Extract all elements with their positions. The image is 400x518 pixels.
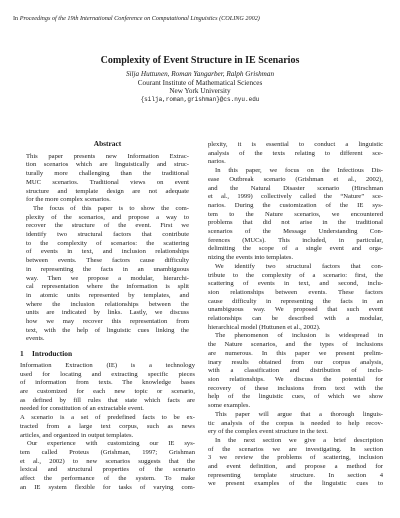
text-line: for the more complex scenarios. xyxy=(26,196,111,204)
text-line: are numerous. In this paper we present prelim- xyxy=(208,349,383,357)
text-line: relationships can be described with a modular, xyxy=(208,315,383,323)
text-line: This paper presents new Information Extrac- xyxy=(26,152,189,160)
right-column xyxy=(208,141,383,489)
text-line: of information from texts. The knowledge bases xyxy=(20,379,195,387)
section-heading xyxy=(20,350,195,359)
introduction-body xyxy=(20,362,195,493)
text-line: structure and template design are not adequate xyxy=(26,187,189,195)
text-line: between events. These factors cause difficulty xyxy=(26,257,189,265)
text-line: Our experience with customizing our IE sys- xyxy=(27,440,195,448)
text-line: nizing the events into templates. xyxy=(208,254,294,262)
text-line: A scenario is a set of predefined facts to be ex- xyxy=(20,414,195,422)
text-line: used for locating and extracting specific pieces xyxy=(20,370,195,378)
text-line: of the scenarios we are investigating. In section xyxy=(208,445,383,453)
text-line: scattering of events in text, and second, inclu- xyxy=(208,280,383,288)
text-line: where the inclusion relationships between the xyxy=(26,300,189,308)
text-line: unambiguous way. We proposed that such event xyxy=(208,306,383,314)
text-line: articles, and organized in output templates. xyxy=(20,431,134,439)
text-line: In this paper, we focus on the Infectious Dis- xyxy=(215,167,383,175)
text-line: ease Outbreak scenario (Grishman et al., 2002), xyxy=(208,175,383,183)
text-line: to the complexity of scenarios: the scattering xyxy=(26,239,189,247)
text-line: help of the linguistic cues, of which we show xyxy=(208,393,383,401)
text-line: et al., 2002) to new scenarios suggests that the xyxy=(20,457,195,465)
text-line: tracted from a large text corpus, such as news xyxy=(20,422,195,430)
text-line: tem called Proteus (Grishman, 1997; Grishman xyxy=(20,448,195,456)
text-line: units are indicated by links. Lastly, we discuss xyxy=(26,309,189,317)
text-line: narios. During the customization of the IE sys- xyxy=(208,201,383,209)
text-line: tion scenarios which are linguistically and struc- xyxy=(26,161,189,169)
text-line: some examples. xyxy=(208,402,251,410)
section-title: Introduction xyxy=(32,349,73,359)
text-line: problems that did not arise in the traditional xyxy=(208,219,383,227)
text-line: 3 we review the problems of scattering, inclusion xyxy=(208,454,383,462)
text-line: turally more challenging than the traditional xyxy=(26,170,189,178)
text-line: affect the performance of the system. To make xyxy=(20,475,195,483)
author-institute: Courant Institute of Mathematical Sciences xyxy=(137,78,263,87)
text-line: way. Then we propose a modular, hierarchi- xyxy=(26,274,189,282)
proceedings-prefix: In xyxy=(13,15,20,22)
text-line: identify two structural factors that contribute xyxy=(26,231,189,239)
text-line: In the next section we give a brief description xyxy=(215,436,383,444)
text-line: narios. xyxy=(208,158,226,166)
text-line: et al., 1999) collectively called the “Nature” sce- xyxy=(208,193,383,201)
text-line: an IE system flexible for tasks of varying com- xyxy=(20,483,195,491)
text-line: with a classification and distribution of inclu- xyxy=(208,367,383,375)
proceedings-title: Proceedings of the 19th International Conference on Computational Linguistics (COLING 2002) xyxy=(19,15,260,22)
text-line: ery of the complex event structure in the text. xyxy=(208,428,328,436)
text-line: scenarios of the Message Understanding Con- xyxy=(208,228,383,236)
text-line: Information Extraction (IE) is a technology xyxy=(20,361,195,369)
text-line: lexical and structural properties of the scenario xyxy=(20,466,195,474)
text-line: we present examples of the linguistic cues to xyxy=(208,480,383,488)
text-line: recover the structure of the event. First we xyxy=(26,222,189,230)
text-line: analysis of the texts relating to different sce- xyxy=(208,149,383,157)
left-column xyxy=(20,140,195,492)
text-line: how we may recover this representation from xyxy=(26,318,189,326)
text-line: of events in text, and inclusion relationships xyxy=(26,248,189,256)
text-line: and event definition, and propose a method for xyxy=(208,463,383,471)
proceedings-header xyxy=(13,15,260,22)
text-line: the Nature scenarios, and the types of inclusions xyxy=(208,341,383,349)
text-line: in atomic units represented by templates, and xyxy=(26,291,189,299)
text-line: sion relationships between events. These factors xyxy=(208,288,383,296)
text-line: as defined by fill rules that state which facts are xyxy=(20,396,195,404)
text-line: The focus of this paper is to show the com- xyxy=(33,204,189,212)
text-line: hierarchical model (Huttunen et al., 2002). xyxy=(208,323,321,331)
text-line: are customized for each new topic or scenario, xyxy=(20,387,195,395)
text-line: We identify two structural factors that con- xyxy=(215,262,383,270)
author-block xyxy=(0,70,400,104)
text-line: tem to the Nature scenarios, we encountered xyxy=(208,210,383,218)
text-line: delimiting the scope of a single event and orga- xyxy=(208,245,383,253)
text-line: in representing the facts in an unambiguous xyxy=(26,265,189,273)
text-line: tribute to the complexity of a scenario: first, the xyxy=(208,271,383,279)
text-line: plexity of the scenarios, and propose a way to xyxy=(26,213,189,221)
text-line: cause difficulty in representing the facts in an xyxy=(208,297,383,305)
section-number: 1 xyxy=(20,349,24,359)
text-line: inary results obtained from our corpus analysis, xyxy=(208,358,383,366)
paper-title: Complexity of Event Structure in IE Scenarios xyxy=(100,55,300,66)
abstract-body xyxy=(20,153,195,344)
text-line: needed for constitution of an extractable event. xyxy=(20,405,144,413)
text-line: and the Natural Disaster scenario (Hirschman xyxy=(208,184,383,192)
author-names: Silja Huttunen, Roman Yangarber, Ralph Grishman xyxy=(125,70,275,78)
abstract-heading: Abstract xyxy=(93,139,122,148)
text-line: ferences (MUCs). This included, in particular, xyxy=(208,236,383,244)
author-email: {silja,roman,grishman}@cs.nyu.edu xyxy=(140,95,260,103)
text-line: representing template structure. In section 4 xyxy=(208,471,383,479)
author-university: New York University xyxy=(169,87,231,96)
text-line: text, with the help of linguistic cues linking the xyxy=(26,326,189,334)
text-line: sion relationships. We discuss the potential for xyxy=(208,375,383,383)
text-line: The phenomenon of inclusion is widespread in xyxy=(215,332,383,340)
text-line: This paper will argue that a thorough linguis- xyxy=(215,410,383,418)
text-line: recovery of these inclusions from text with the xyxy=(208,384,383,392)
text-line: tic analysis of the corpus is needed to help recov- xyxy=(208,419,383,427)
text-line: cal representation where the information is split xyxy=(26,283,189,291)
text-line: events. xyxy=(26,335,45,343)
text-line: plexity, it is essential to conduct a linguistic xyxy=(208,141,383,148)
text-line: MUC scenarios. Traditional views on event xyxy=(26,178,189,186)
